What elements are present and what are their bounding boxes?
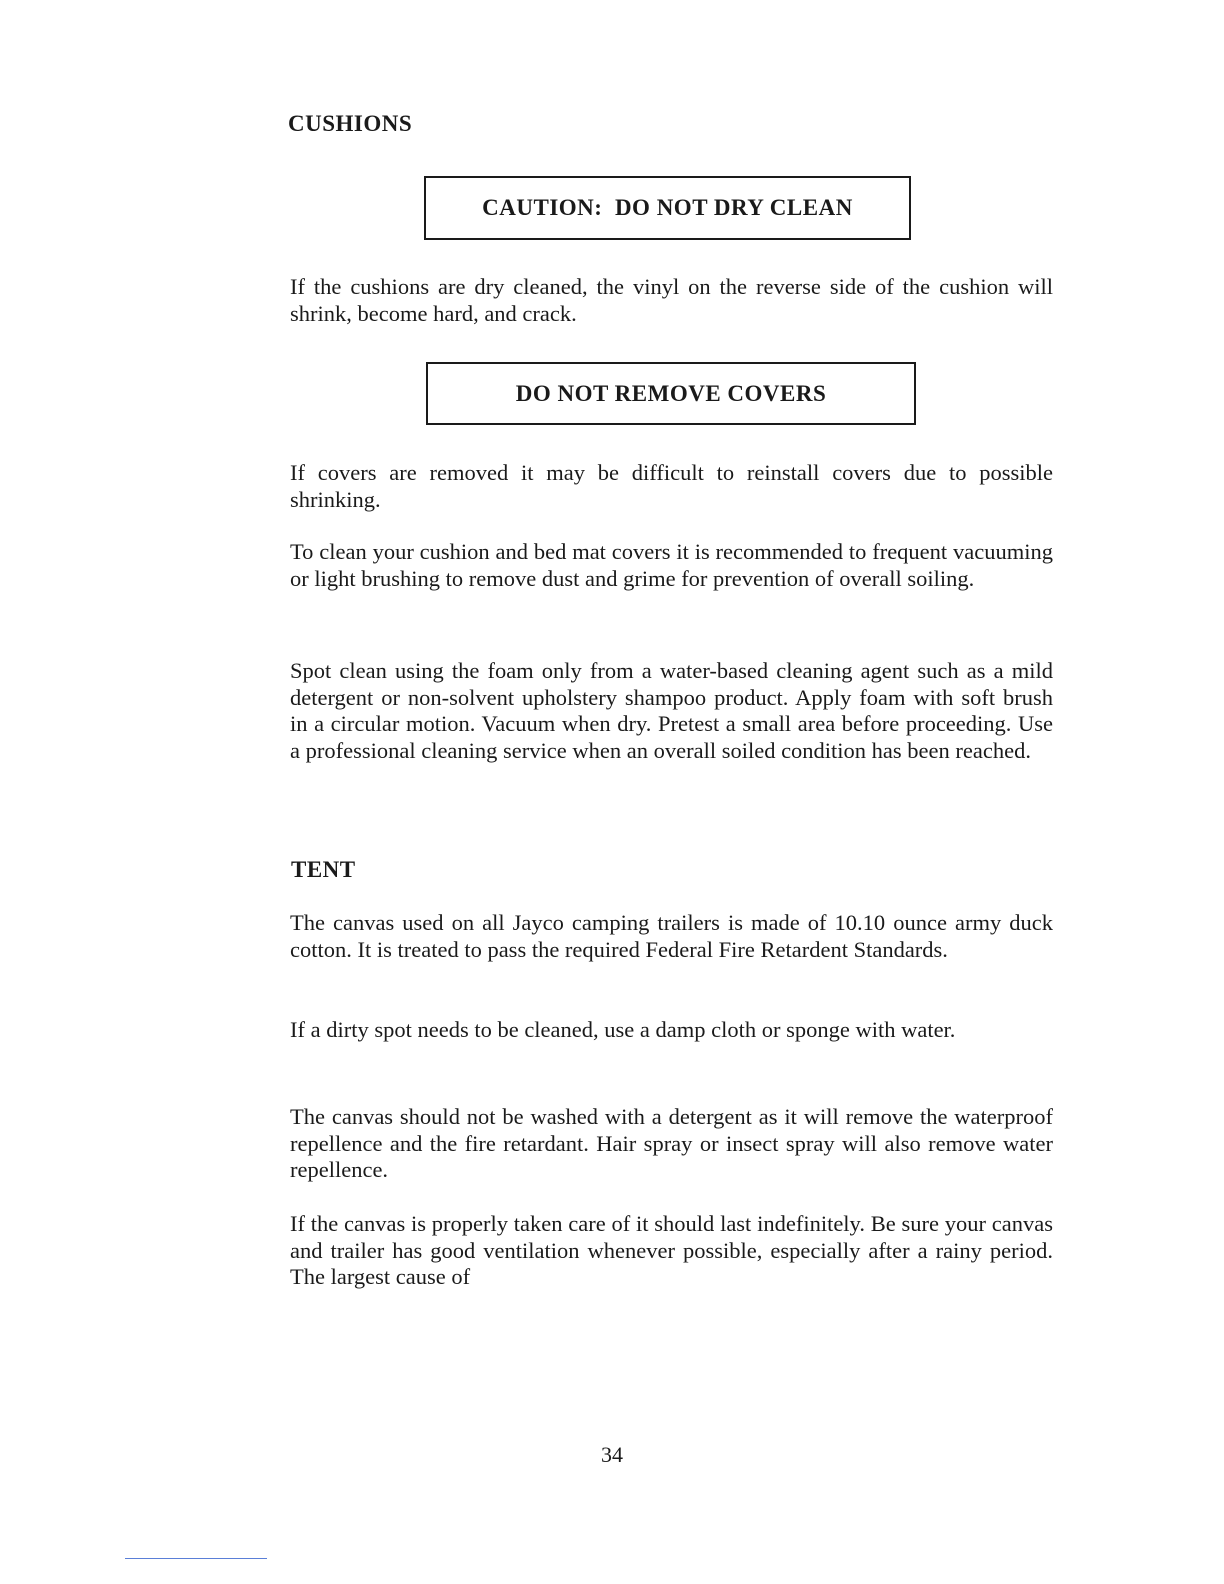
caution-box-text: CAUTION: DO NOT DRY CLEAN xyxy=(482,195,853,220)
cushions-paragraph-3: To clean your cushion and bed mat covers it is recommended to frequent vacuuming or light brushing to remove dust and grime for prevention of overall soiling. xyxy=(290,539,1053,591)
tent-paragraph-3: The canvas should not be washed with a detergent as it will remove the waterproof repellence and the fire retardant. Hair spray or insect spray will also remove water repellence. xyxy=(290,1104,1053,1182)
tent-heading: TENT xyxy=(291,857,356,882)
cushions-paragraph-1: If the cushions are dry cleaned, the vinyl on the reverse side of the cushion will shrink, become hard, and crack. xyxy=(290,274,1053,326)
caution-do-not-dry-clean-box xyxy=(424,176,911,240)
cushions-heading: CUSHIONS xyxy=(288,111,413,136)
covers-box-text: DO NOT REMOVE COVERS xyxy=(515,380,827,406)
tent-paragraph-1: The canvas used on all Jayco camping trailers is made of 10.10 ounce army duck cotton. It is treated to pass the required Federal Fire Retardent Standards. xyxy=(290,910,1053,962)
tent-paragraph-2: If a dirty spot needs to be cleaned, use a damp cloth or sponge with water. xyxy=(290,1017,956,1042)
do-not-remove-covers-box xyxy=(426,362,916,425)
cushions-paragraph-4: Spot clean using the foam only from a water-based cleaning agent such as a mild detergent or non-solvent upholstery shampoo product. Apply foam with soft brush in a circular motion. Vacuum when dry. Pretest a small area before proceeding. Use a professional cleaning service when an overall soiled condition has been reached. xyxy=(290,658,1053,763)
cushions-paragraph-2: If covers are removed it may be difficult to reinstall covers due to possible shrinking. xyxy=(290,460,1053,512)
tent-paragraph-4: If the canvas is properly taken care of it should last indefinitely. Be sure your canvas and trailer has good ventilation whenever possible, especially after a rainy period. The largest cause of xyxy=(290,1211,1053,1289)
page-number: 34 xyxy=(601,1442,623,1467)
footer-rule xyxy=(125,1558,267,1559)
